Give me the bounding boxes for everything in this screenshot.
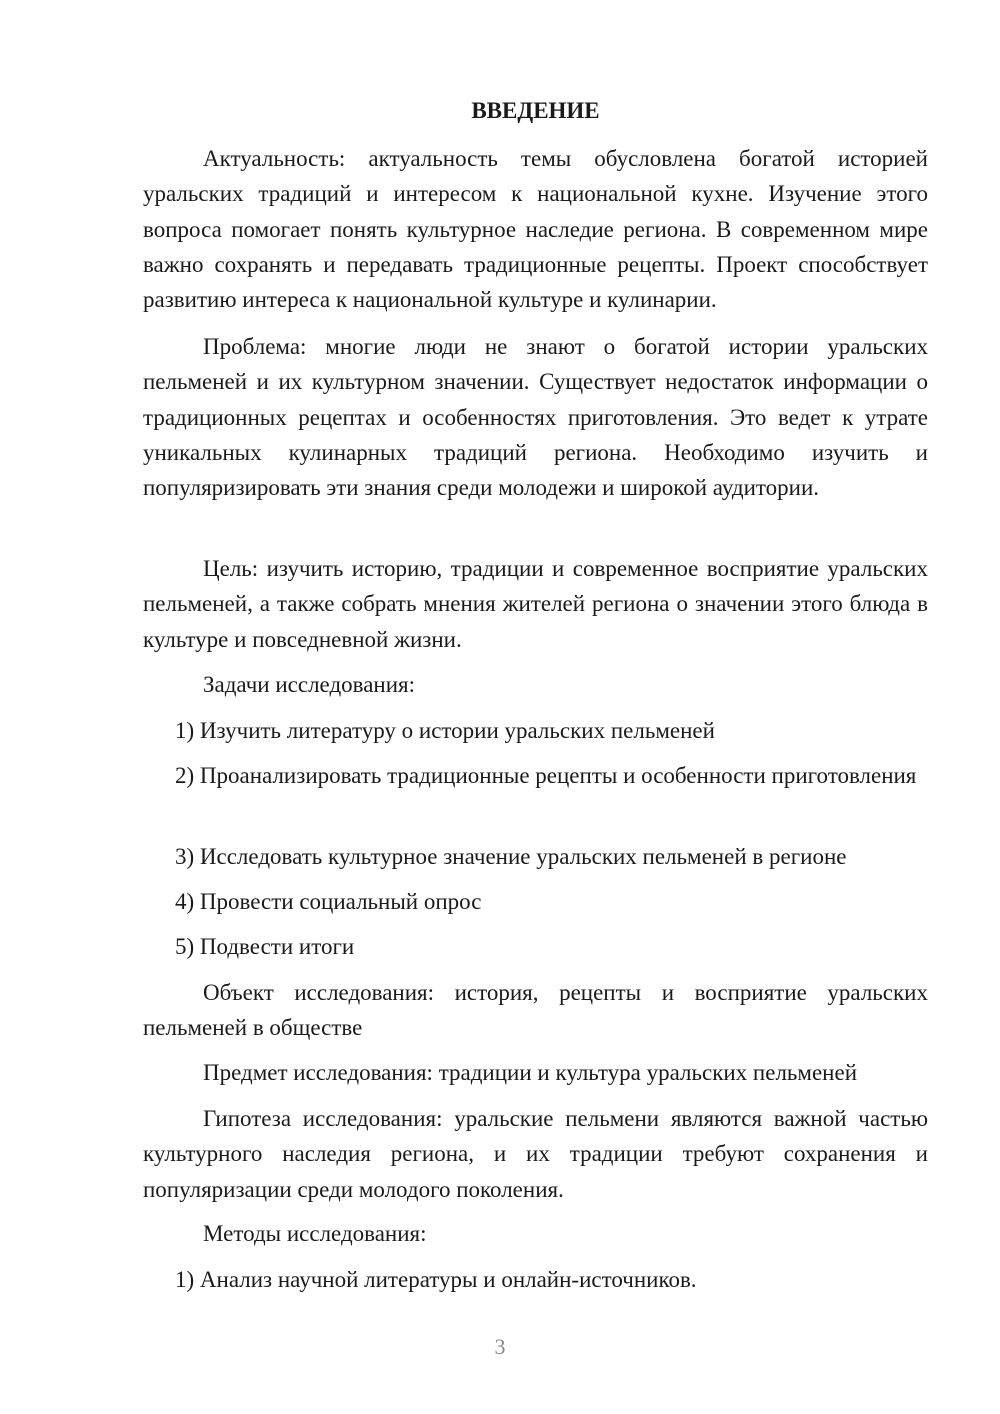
tasks-heading: Задачи исследования: — [203, 672, 416, 697]
hypothesis-paragraph: Гипотеза исследования: уральские пельмени являются важной частью культурного наследия региона, и их традиции требуют сохранения и популяризации среди молодого поколения. — [143, 1106, 928, 1202]
problem-paragraph: Проблема: многие люди не знают о богатой истории уральских пельменей и их культурном значении. Существует недостаток информации о традиционных рецептах и особенностях приготовления. Это ведет к утрате уникальных кулинарных традиций региона. Необходимо изучить и популяризировать эти знания среди молодежи и широкой аудитории. — [143, 334, 928, 501]
task-item: 3) Исследовать культурное значение уральских пельменей в регионе — [175, 844, 847, 869]
page-number: 3 — [494, 1334, 506, 1359]
task-item: 2) Проанализировать традиционные рецепты и особенности приготовления — [175, 763, 917, 788]
task-item: 5) Подвести итоги — [175, 934, 355, 959]
relevance-paragraph: Актуальность: актуальность темы обусловлена богатой историей уральских традиций и интересом к национальной кухне. Изучение этого вопроса помогает понять культурное наследие региона. В современном мире важно сохранять и передавать традиционные рецепты. Проект способствует развитию интереса к национальной культуре и кулинарии. — [143, 146, 928, 313]
task-item: 4) Провести социальный опрос — [175, 889, 482, 914]
goal-paragraph: Цель: изучить историю, традиции и современное восприятие уральских пельменей, а также собрать мнения жителей региона о значении этого блюда в культуре и повседневной жизни. — [143, 556, 928, 652]
page-title: ВВЕДЕНИЕ — [471, 98, 600, 123]
task-item: 1) Изучить литературу о истории уральских пельменей — [175, 718, 715, 743]
method-item: 1) Анализ научной литературы и онлайн-источников. — [175, 1267, 697, 1292]
methods-heading: Методы исследования: — [203, 1221, 427, 1246]
object-paragraph: Объект исследования: история, рецепты и восприятие уральских пельменей в обществе — [143, 980, 928, 1041]
subject-paragraph: Предмет исследования: традиции и культура уральских пельменей — [203, 1060, 858, 1085]
